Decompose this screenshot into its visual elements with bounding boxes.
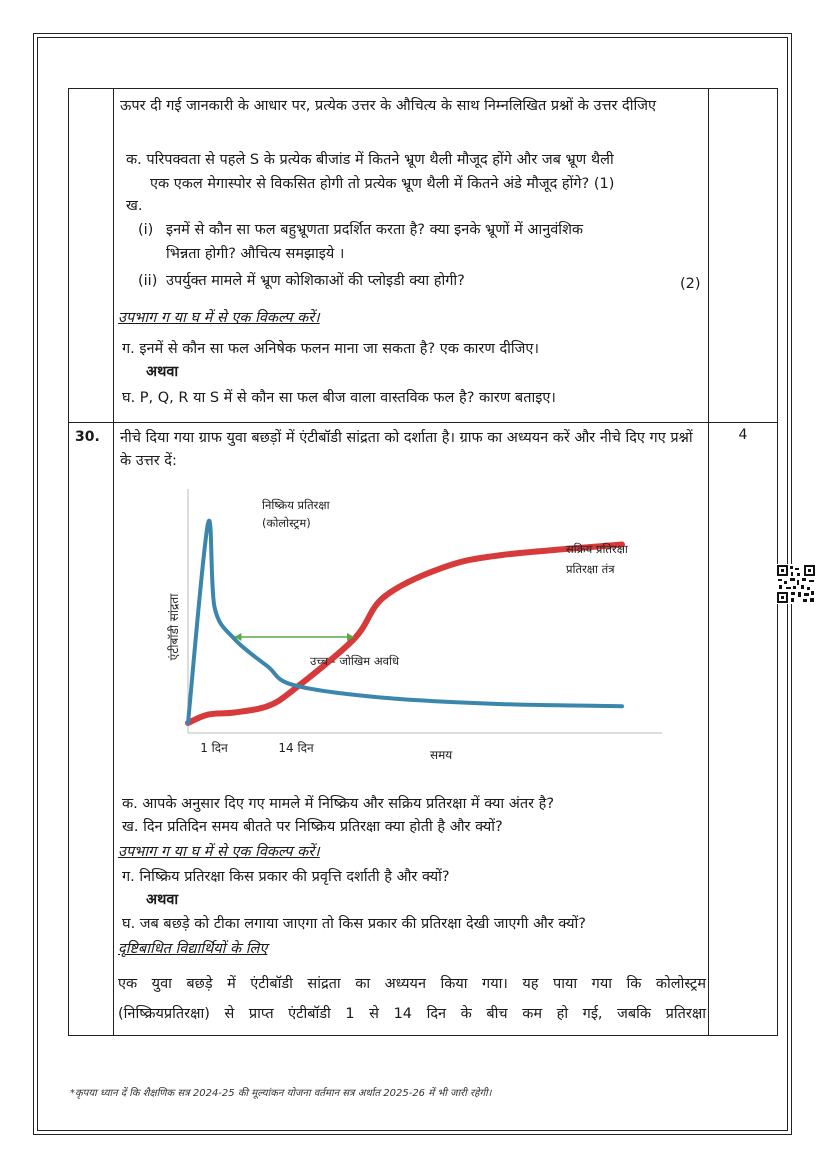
q30-ka: क. आपके अनुसार दिए गए मामले में निष्क्रिय और सक्रिय प्रतिरक्षा में क्या अंतर है? — [122, 796, 555, 812]
q30-content-cell — [114, 423, 709, 1036]
antibody-chart — [152, 487, 672, 787]
q29-content-cell — [114, 89, 709, 423]
q29-ii-text: उपर्युक्त मामले में भ्रूण कोशिकाओं की प्लोइडी क्या होगी? — [166, 273, 465, 289]
q29-kha: ख. — [126, 198, 143, 214]
q30-vi-line1: एक युवा बछड़े में एंटीबॉडी सांद्रता का अध्ययन किया गया। यह पाया गया कि कोलोस्ट्रम — [118, 976, 706, 992]
high-risk-label: उच्च - जोखिम अवधि — [310, 654, 400, 668]
series-active-immunity-line — [188, 545, 622, 724]
q30-vi-heading: दृष्टिबाधित विद्यार्थियों के लिए — [118, 941, 268, 957]
q30-marks: 4 — [738, 427, 748, 443]
q29-gha: घ. P, Q, R या S में से कौन सा फल बीज वाला वास्तविक फल है? कारण बताइए। — [122, 390, 556, 406]
q29-ii-marks: (2) — [680, 276, 701, 292]
q30-intro: नीचे दिया गया ग्राफ युवा बछड़ों में एंटीबॉडी सांद्रता को दर्शाता है। ग्राफ का अध्ययन करें और नीचे दिए गए प्रश्नों के उत्तर दें: — [120, 430, 693, 469]
x-tick-14-day: 14 दिन — [278, 741, 314, 755]
q29-athva: अथवा — [146, 364, 179, 380]
q29-marks-cell — [709, 89, 778, 423]
active-label-line1: सक्रिय प्रतिरक्षा — [566, 542, 628, 556]
q29-i-line1: इनमें से कौन सा फल बहुभ्रूणता प्रदर्शित करता है? क्या इनके भ्रूणों में आनुवंशिक — [166, 222, 584, 238]
q29-intro: ऊपर दी गई जानकारी के आधार पर, प्रत्येक उत्तर के औचित्य के साथ निम्नलिखित प्रश्नों के उत्तर दीजिए — [120, 98, 656, 114]
passive-label-line2: (कोलोस्ट्रम) — [262, 516, 311, 530]
x-axis-label: समय — [430, 748, 453, 762]
q29-i-label: (i) — [138, 222, 154, 238]
q30-athva: अथवा — [146, 892, 179, 908]
q29-number-cell — [69, 89, 114, 423]
q30-vi-line2: (निष्क्रियप्रतिरक्षा) से प्राप्त एंटीबॉडी 1 से 14 दिन के बीच कम हो गई, जबकि प्रतिरक्षा — [118, 1006, 706, 1022]
q30-row — [69, 423, 778, 1036]
q29-ga: ग. इनमें से कौन सा फल अनिषेक फलन माना जा सकता है? एक कारण दीजिए। — [122, 341, 539, 357]
q30-gha: घ. जब बछड़े को टीका लगाया जाएगा तो किस प्रकार की प्रतिरक्षा देखी जाएगी और क्यों? — [122, 916, 586, 932]
q30-number-cell — [69, 423, 114, 1036]
q30-marks-cell — [709, 423, 778, 1036]
q30-ga: ग. निष्क्रिय प्रतिरक्षा किस प्रकार की प्रवृत्ति दर्शाती है और क्यों? — [122, 869, 450, 885]
q30-choice-note: उपभाग ग या घ में से एक विकल्प करें। — [118, 844, 320, 860]
passive-label-line1: निष्क्रिय प्रतिरक्षा — [262, 498, 330, 512]
q29-ii-label: (ii) — [138, 273, 158, 289]
q29-ka-line1: क. परिपक्वता से पहले S के प्रत्येक बीजांड में कितने भ्रूण थैली मौजूद होंगे और जब भ्रूण थैली — [126, 152, 614, 168]
qr-code — [776, 564, 816, 604]
q29-choice-note: उपभाग ग या घ में से एक विकल्प करें। — [118, 310, 320, 326]
q30-number: 30. — [75, 429, 100, 445]
question-table — [68, 88, 778, 1036]
footer-note: *कृपया ध्यान दें कि शैक्षणिक सत्र 2024-25 की मूल्यांकन योजना वर्तमान सत्र अर्थात 2025-26 में भी जारी रहेगी। — [70, 1088, 492, 1099]
q29-row — [69, 89, 778, 423]
q29-ka-line2: एक एकल मेगास्पोर से विकसित होगी तो प्रत्येक भ्रूण थैली में कितने अंडे मौजूद होंगे? (1) — [150, 176, 615, 192]
x-tick-1-day: 1 दिन — [200, 741, 228, 755]
active-label-line2: प्रतिरक्षा तंत्र — [566, 562, 615, 576]
q30-kha: ख. दिन प्रतिदिन समय बीतते पर निष्क्रिय प्रतिरक्षा क्या होती है और क्यों? — [122, 819, 503, 835]
q29-i-line2: भिन्नता होगी? औचित्य समझाइये । — [166, 246, 345, 262]
y-axis-label: एंटीबॉडी सांद्रता — [167, 593, 181, 661]
